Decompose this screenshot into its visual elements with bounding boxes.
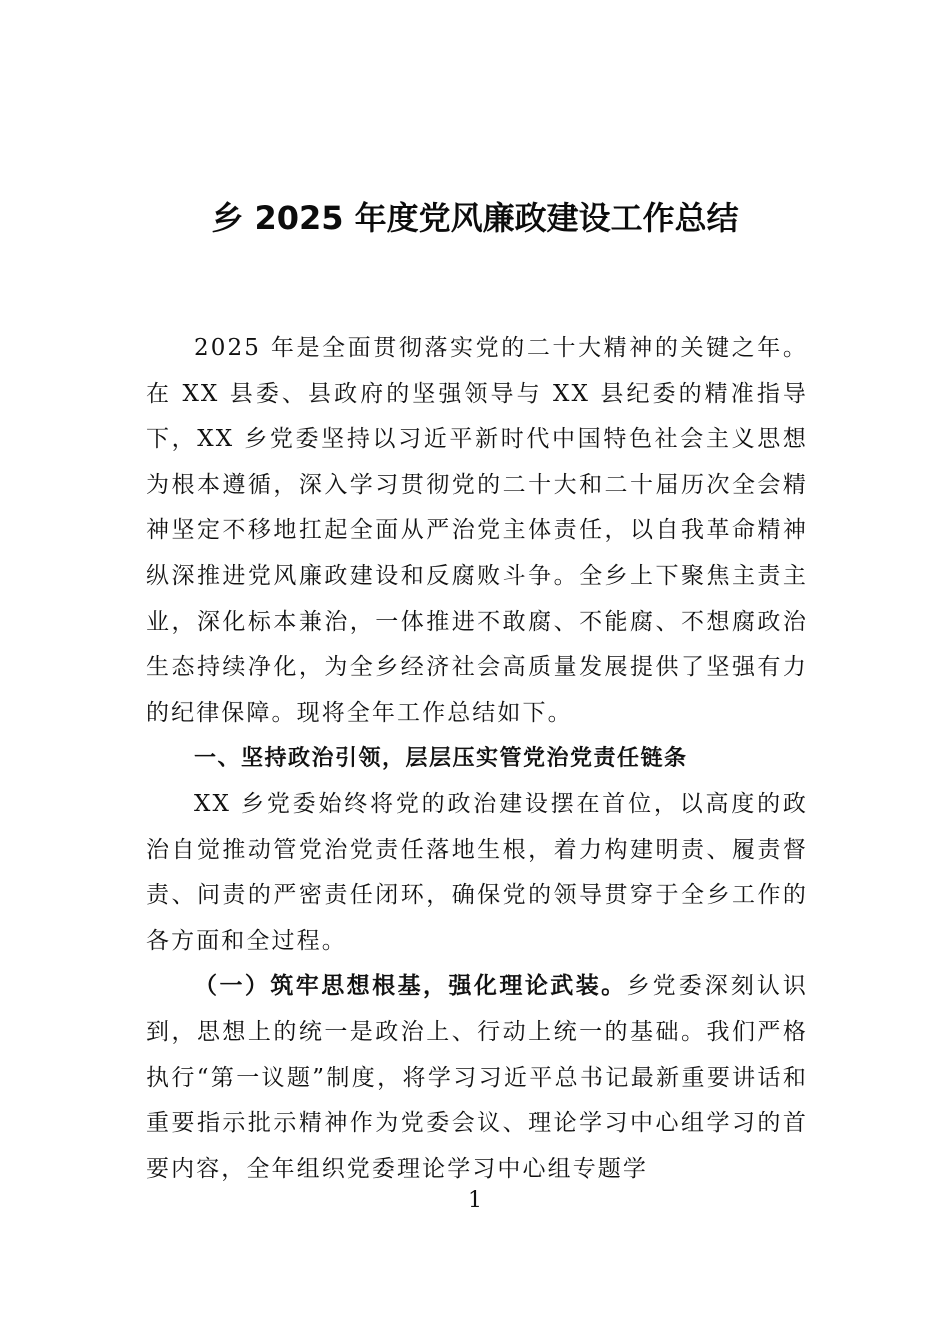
section-1-heading: 一、坚持政治引领，层层压实管党治党责任链条 <box>194 746 688 772</box>
subsection-1-text: 乡党委深刻认识到，思想上的统一是政治上、行动上统一的基础。我们严格执行“第一议题”制度，将学习习近平总书记最新重要讲话和重要指示批示精神作为党委会议、理论学习中心组学习的首要内容，全年组织党委理论学习中心组专题学 <box>146 973 809 1182</box>
section-1-paragraph: XX 乡党委始终将党的政治建设摆在首位，以高度的政治自觉推动管党治党责任落地生根，着力构建明责、履责督责、问责的严密责任闭环，确保党的领导贯穿于全乡工作的各方面和全过程。 <box>146 790 808 954</box>
document-body <box>146 326 808 1192</box>
document-title: 乡 2025 年度党风廉政建设工作总结 <box>211 199 739 237</box>
page-number: 1 <box>468 1188 482 1213</box>
subsection-1-paragraph <box>146 964 808 1192</box>
intro-paragraph: 2025 年是全面贯彻落实党的二十大精神的关键之年。在 XX 县委、县政府的坚强领导与 XX 县纪委的精准指导下，XX 乡党委坚持以习近平新时代中国特色社会主义思想为根本遵循，深入学习贯彻党的二十大和二十届历次全会精神坚定不移地扛起全面从严治党主体责任，以自我革命精神纵深推进党风廉政建设和反腐败斗争。全乡上下聚焦主责主业，深化标本兼治，一体推进不敢腐、不能腐、不想腐政治生态持续净化，为全乡经济社会高质量发展提供了坚强有力的纪律保障。现将全年工作总结如下。 <box>146 335 808 726</box>
subsection-1-lead: （一）筑牢思想根基，强化理论武装。 <box>194 973 627 1000</box>
